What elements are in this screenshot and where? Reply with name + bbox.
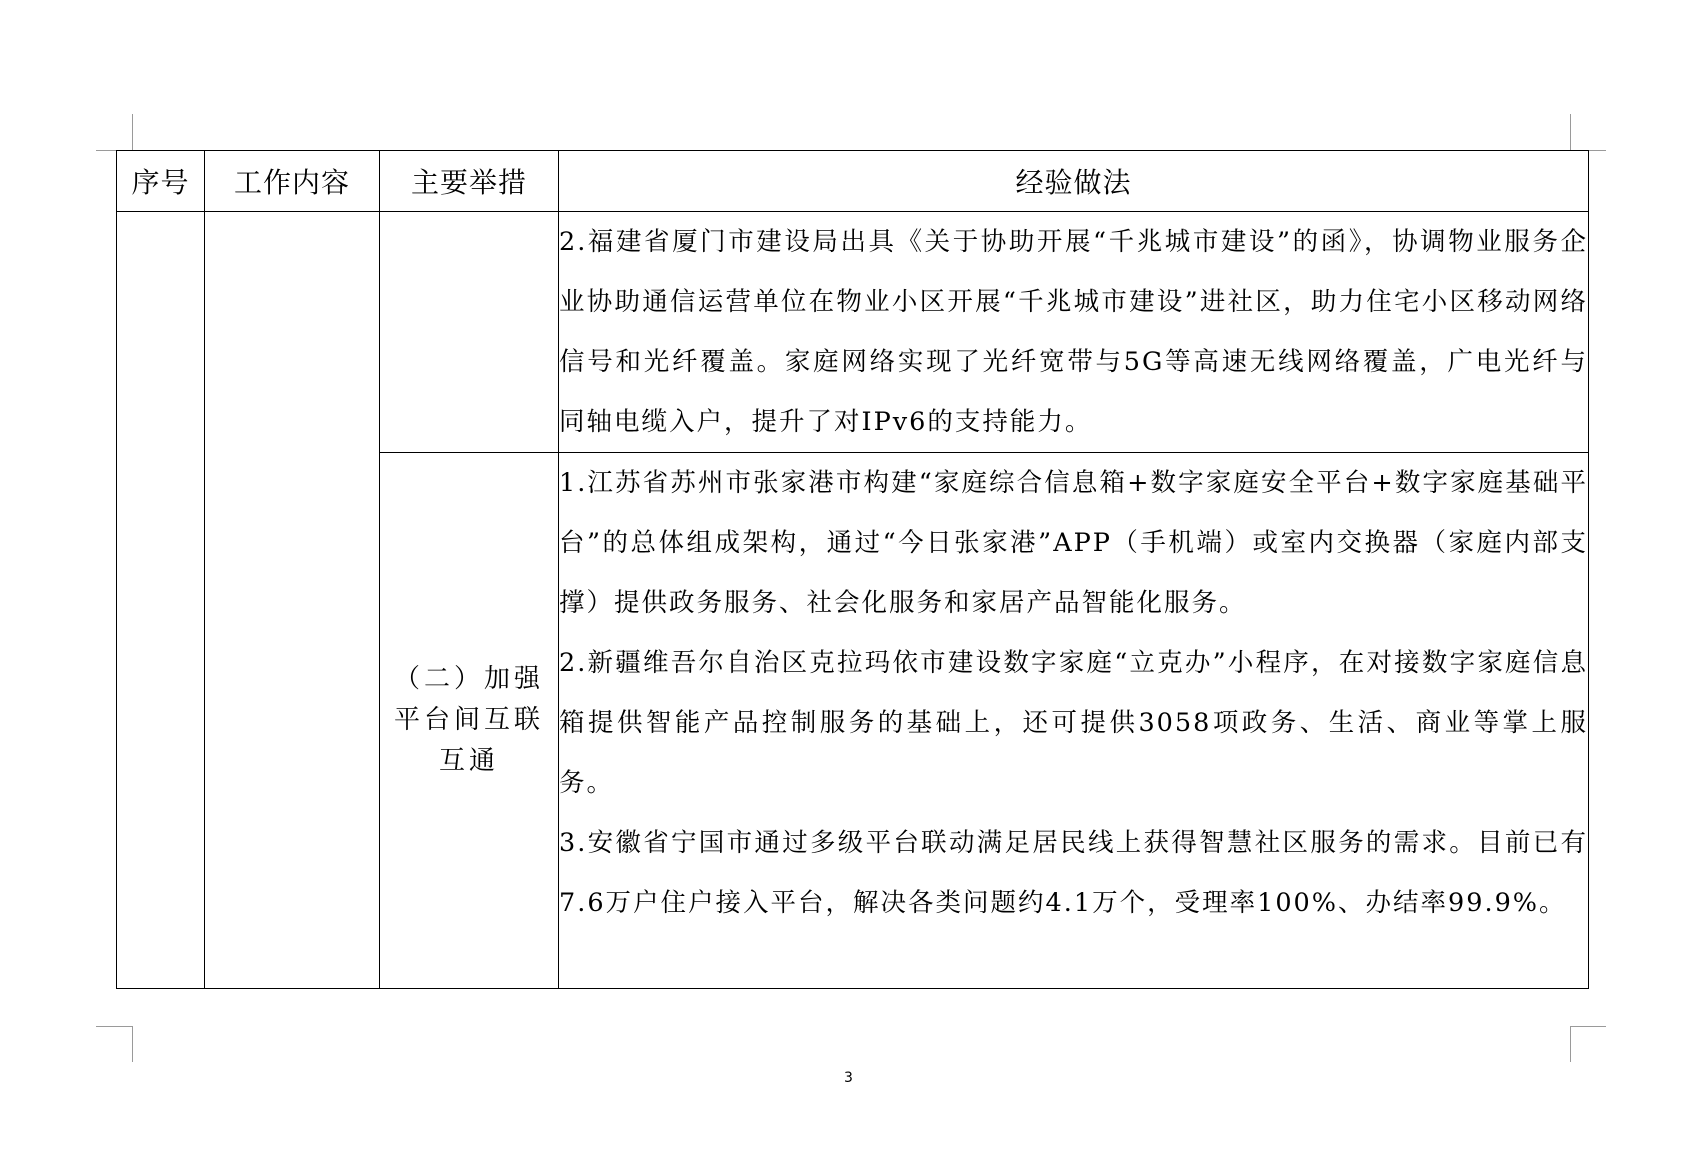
experience-table [116,150,1589,989]
measure-cell [380,212,559,453]
practice-paragraph: 2.福建省厦门市建设局出具《关于协助开展“千兆城市建设”的函》，协调物业服务企业协助通信运营单位在物业小区开展“千兆城市建设”进社区，助力住宅小区移动网络信号和光纤覆盖。家庭网络实现了光纤宽带与5G等高速无线网络覆盖，广电光纤与同轴电缆入户，提升了对IPv6的支持能力。 [559,227,1588,437]
header-practice: 经验做法 [559,151,1589,212]
table-header-row [117,151,1589,212]
crop-mark-bottom-left-h [96,1026,132,1027]
header-content: 工作内容 [205,151,380,212]
crop-mark-top-left-v [132,114,133,150]
practice-paragraph: 2.新疆维吾尔自治区克拉玛依市建设数字家庭“立克办”小程序，在对接数字家庭信息箱提供智能产品控制服务的基础上，还可提供3058项政务、生活、商业等掌上服务。 [559,648,1588,798]
page-number: 3 [844,1070,853,1086]
practice-cell [559,453,1589,989]
crop-mark-bottom-left-v [132,1026,133,1062]
crop-mark-bottom-right-v [1570,1026,1571,1062]
table-row [117,212,1589,453]
index-cell [117,212,205,989]
measure-cell: （二）加强平台间互联互通 [380,453,559,989]
practice-paragraph: 3.安徽省宁国市通过多级平台联动满足居民线上获得智慧社区服务的需求。目前已有7.6万户住户接入平台，解决各类问题约4.1万个，受理率100%、办结率99.9%。 [559,828,1588,918]
practice-cell [559,212,1589,453]
header-index: 序号 [117,151,205,212]
content-cell [205,212,380,989]
crop-mark-bottom-right-h [1570,1026,1606,1027]
practice-paragraph: 1.江苏省苏州市张家港市构建“家庭综合信息箱+数字家庭安全平台+数字家庭基础平台”的总体组成架构，通过“今日张家港”APP（手机端）或室内交换器（家庭内部支撑）提供政务服务、社会化服务和家居产品智能化服务。 [559,468,1588,618]
header-measure: 主要举措 [380,151,559,212]
crop-mark-top-right-v [1570,114,1571,150]
